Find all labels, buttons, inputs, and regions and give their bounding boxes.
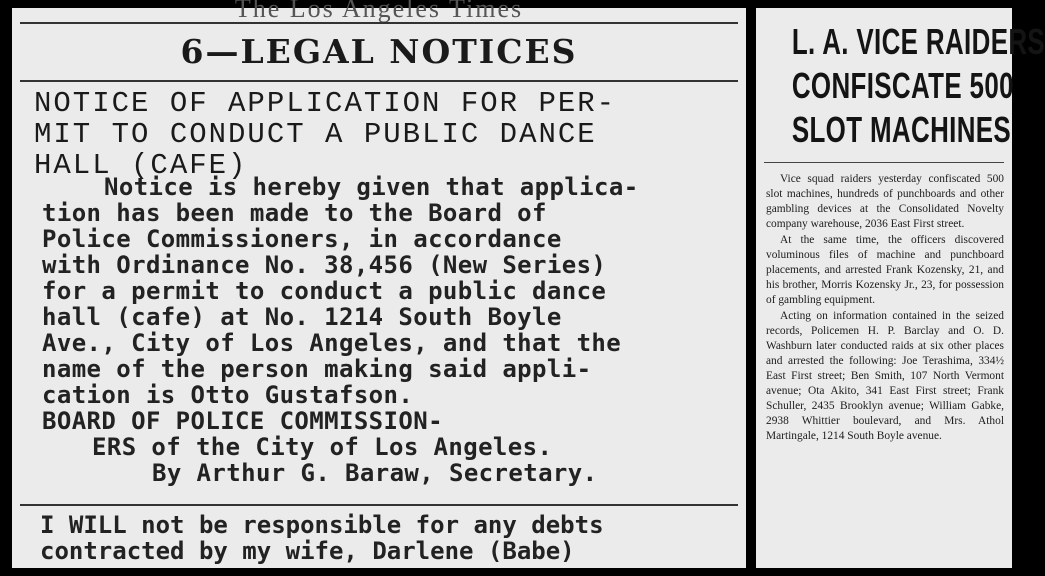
notice-title-line: MIT TO CONDUCT A PUBLIC DANCE bbox=[34, 118, 597, 151]
vice-raid-article-clipping bbox=[756, 8, 1045, 568]
notice-title-line: HALL (CAFE) bbox=[34, 149, 248, 182]
notice-body-line: hall (cafe) at No. 1214 South Boyle bbox=[42, 303, 562, 331]
heading-rule bbox=[20, 80, 738, 82]
notice-body bbox=[42, 174, 639, 486]
article-paragraph: At the same time, the officers discovered voluminous files of machine and punchboard placements, and arrested Frank Kozensky, 21, and his brother, Morris Kozensky Jr., 23, for possession of gambling equipment. bbox=[766, 234, 1004, 306]
article-body bbox=[766, 172, 1004, 445]
notice-divider bbox=[20, 504, 738, 506]
notice-title-line: NOTICE OF APPLICATION FOR PER- bbox=[34, 87, 617, 120]
article-paragraph: Vice squad raiders yesterday confiscated 500 slot machines, hundreds of punchboards and other gambling devices at the Consolidated Novelty company warehouse, 2036 East First street. bbox=[766, 173, 1004, 230]
notice-body-line: tion has been made to the Board of bbox=[42, 199, 547, 227]
second-notice-line: contracted by my wife, Darlene (Babe) bbox=[40, 537, 575, 565]
article-headline bbox=[791, 20, 1045, 152]
masthead-fragment: The Los Angeles Times bbox=[234, 0, 524, 23]
section-heading: 6—LEGAL NOTICES bbox=[180, 32, 578, 71]
notice-body-line: name of the person making said appli- bbox=[42, 355, 592, 383]
notice-body-line: with Ordinance No. 38,456 (New Series) bbox=[42, 251, 607, 279]
top-rule bbox=[20, 22, 738, 24]
notice-body-line: cation is Otto Gustafson. bbox=[42, 381, 414, 409]
notice-body-line: Notice is hereby given that applica- bbox=[104, 173, 639, 201]
article-paragraph: Acting on information contained in the seized records, Policemen H. P. Barclay and O. D. Washburn later conducted raids at six other places and arrested the following: Joe Terashima, 334½ East First street; Ben Smith, 107 North Vermont avenue; Ota Akito, 341 East First street; Frank Schuller, 2435 Brooklyn avenue; William Gabke, 2938 Whittier boulevard, and Mrs. Athol Martingale, 1214 South Boyle avenue. bbox=[766, 310, 1004, 442]
headline-rule bbox=[764, 162, 1004, 163]
notice-title bbox=[34, 88, 616, 181]
notice-body-line: Police Commissioners, in accordance bbox=[42, 225, 562, 253]
notice-body-line: Ave., City of Los Angeles, and that the bbox=[42, 329, 622, 357]
headline-line: CONFISCATE 500 bbox=[791, 65, 1014, 106]
notice-body-line: BOARD OF POLICE COMMISSION- bbox=[42, 407, 443, 435]
second-notice bbox=[40, 512, 604, 564]
second-notice-line: I WILL not be responsible for any debts bbox=[40, 511, 604, 539]
signature-line: By Arthur G. Baraw, Secretary. bbox=[152, 459, 598, 487]
headline-line: SLOT MACHINES bbox=[791, 109, 1012, 150]
notice-body-line: ERS of the City of Los Angeles. bbox=[92, 433, 553, 461]
legal-notices-clipping bbox=[12, 0, 746, 568]
notice-body-line: for a permit to conduct a public dance bbox=[42, 277, 607, 305]
headline-line: L. A. VICE RAIDERS bbox=[791, 21, 1045, 62]
